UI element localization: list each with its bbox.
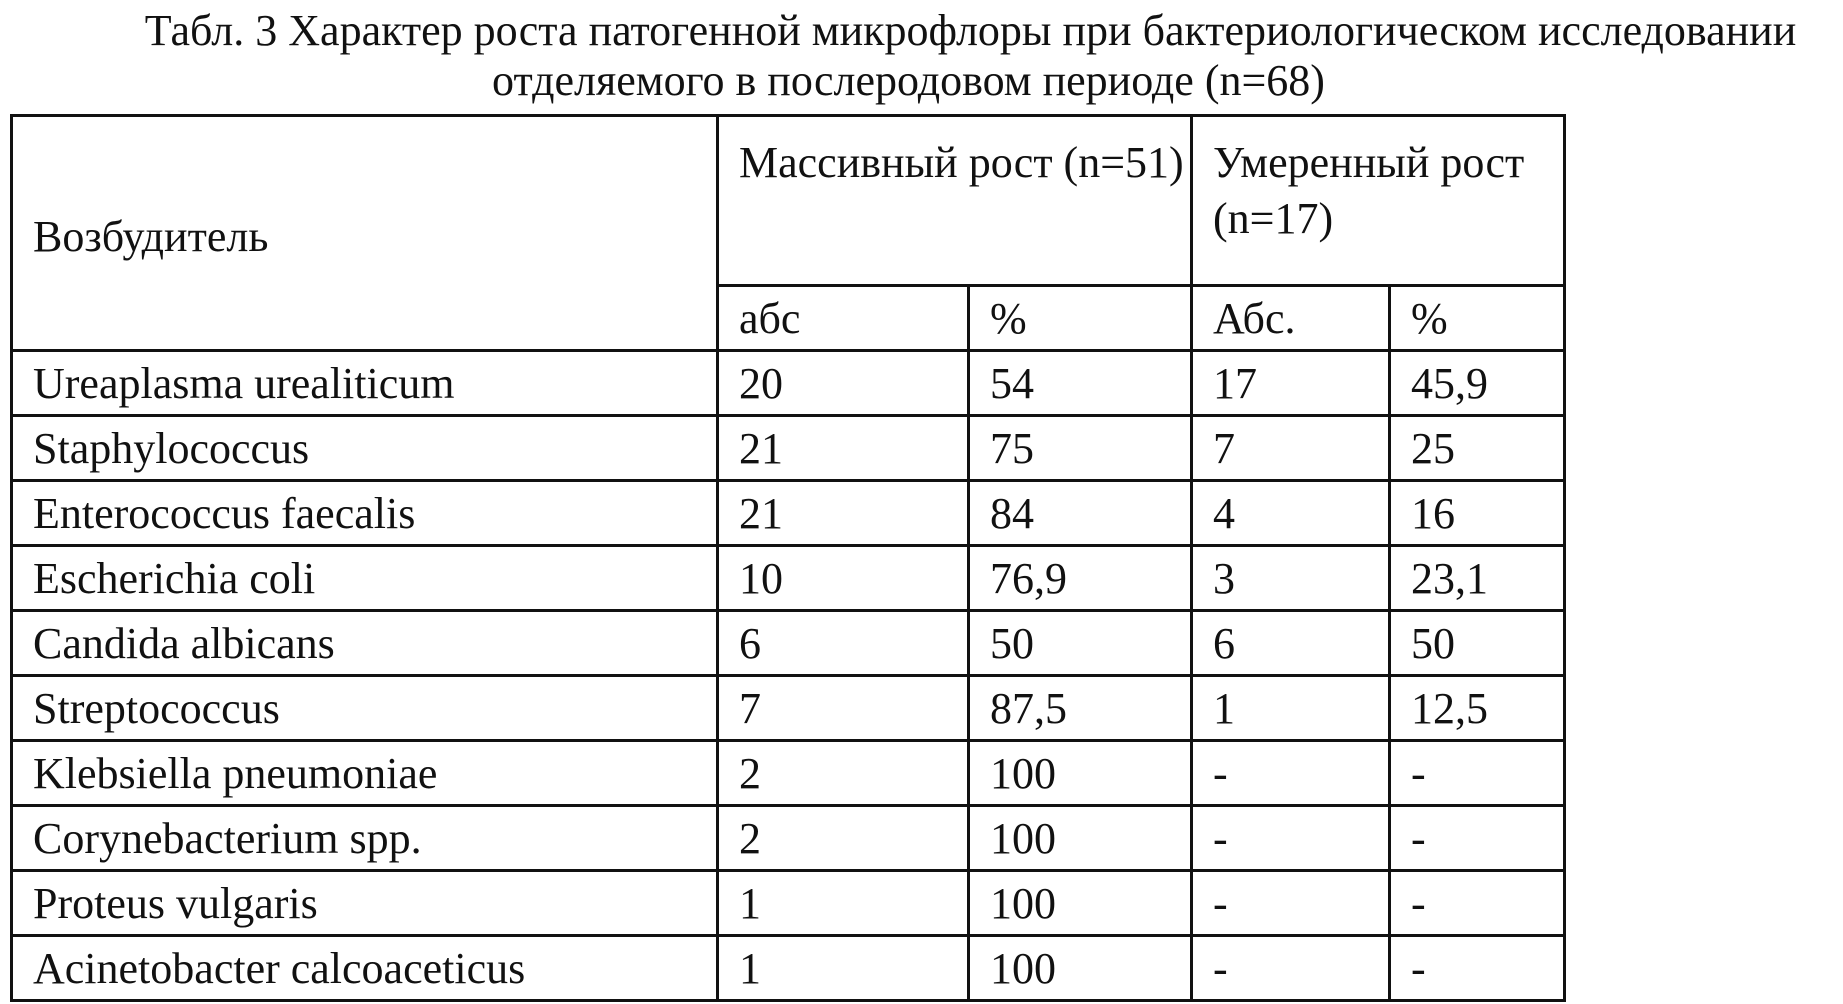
cell-moderate-abs: 3 [1192,546,1390,611]
cell-pathogen: Corynebacterium spp. [12,806,718,871]
header-massive-abs: абс [718,286,969,351]
cell-moderate-abs: - [1192,806,1390,871]
cell-moderate-abs: 1 [1192,676,1390,741]
cell-massive-abs: 1 [718,871,969,936]
cell-massive-abs: 21 [718,416,969,481]
cell-moderate-pct: 45,9 [1390,351,1565,416]
header-massive-pct: % [969,286,1192,351]
cell-moderate-pct: - [1390,936,1565,1001]
table-row [12,481,1565,546]
cell-massive-pct: 84 [969,481,1192,546]
header-moderate-pct: % [1390,286,1565,351]
cell-pathogen: Candida albicans [12,611,718,676]
cell-moderate-abs: 4 [1192,481,1390,546]
cell-massive-pct: 100 [969,936,1192,1001]
cell-massive-abs: 10 [718,546,969,611]
cell-moderate-pct: - [1390,806,1565,871]
header-row-groups [12,116,1565,286]
cell-massive-pct: 100 [969,806,1192,871]
cell-pathogen: Staphylococcus [12,416,718,481]
table-row [12,936,1565,1001]
header-moderate-growth: Умеренный рост (n=17) [1192,116,1565,286]
cell-massive-abs: 21 [718,481,969,546]
cell-massive-abs: 2 [718,741,969,806]
cell-massive-pct: 75 [969,416,1192,481]
cell-massive-pct: 50 [969,611,1192,676]
header-massive-growth: Массивный рост (n=51) [718,116,1192,286]
cell-pathogen: Ureaplasma urealiticum [12,351,718,416]
cell-massive-pct: 87,5 [969,676,1192,741]
cell-massive-pct: 100 [969,871,1192,936]
cell-moderate-abs: 6 [1192,611,1390,676]
header-moderate-abs: Абс. [1192,286,1390,351]
table-row [12,741,1565,806]
caption-line-1: Табл. 3 Характер роста патогенной микрофлоры при бактериологическом исследовании [144,6,1797,55]
cell-moderate-pct: 50 [1390,611,1565,676]
cell-moderate-abs: 7 [1192,416,1390,481]
table-row [12,546,1565,611]
cell-pathogen: Proteus vulgaris [12,871,718,936]
cell-massive-abs: 20 [718,351,969,416]
header-pathogen: Возбудитель [12,116,718,351]
cell-moderate-pct: - [1390,741,1565,806]
cell-massive-abs: 6 [718,611,969,676]
table-row [12,416,1565,481]
cell-moderate-pct: 16 [1390,481,1565,546]
cell-pathogen: Acinetobacter calcoaceticus [12,936,718,1001]
cell-moderate-pct: - [1390,871,1565,936]
table-row [12,806,1565,871]
table-row [12,871,1565,936]
cell-moderate-abs: - [1192,936,1390,1001]
cell-moderate-abs: 17 [1192,351,1390,416]
cell-massive-abs: 2 [718,806,969,871]
caption-line-2: отделяемого в послеродовом периоде (n=68) [492,56,1325,105]
cell-moderate-pct: 25 [1390,416,1565,481]
cell-moderate-abs: - [1192,741,1390,806]
cell-moderate-abs: - [1192,871,1390,936]
cell-massive-pct: 76,9 [969,546,1192,611]
cell-moderate-pct: 23,1 [1390,546,1565,611]
cell-moderate-pct: 12,5 [1390,676,1565,741]
cell-massive-pct: 54 [969,351,1192,416]
table-row [12,611,1565,676]
cell-pathogen: Enterococcus faecalis [12,481,718,546]
table-caption [0,6,1843,106]
table-row [12,351,1565,416]
table-row [12,676,1565,741]
cell-massive-abs: 7 [718,676,969,741]
cell-massive-abs: 1 [718,936,969,1001]
cell-pathogen: Streptococcus [12,676,718,741]
cell-pathogen: Klebsiella pneumoniae [12,741,718,806]
cell-pathogen: Escherichia coli [12,546,718,611]
cell-massive-pct: 100 [969,741,1192,806]
pathogen-growth-table [10,114,1566,1002]
